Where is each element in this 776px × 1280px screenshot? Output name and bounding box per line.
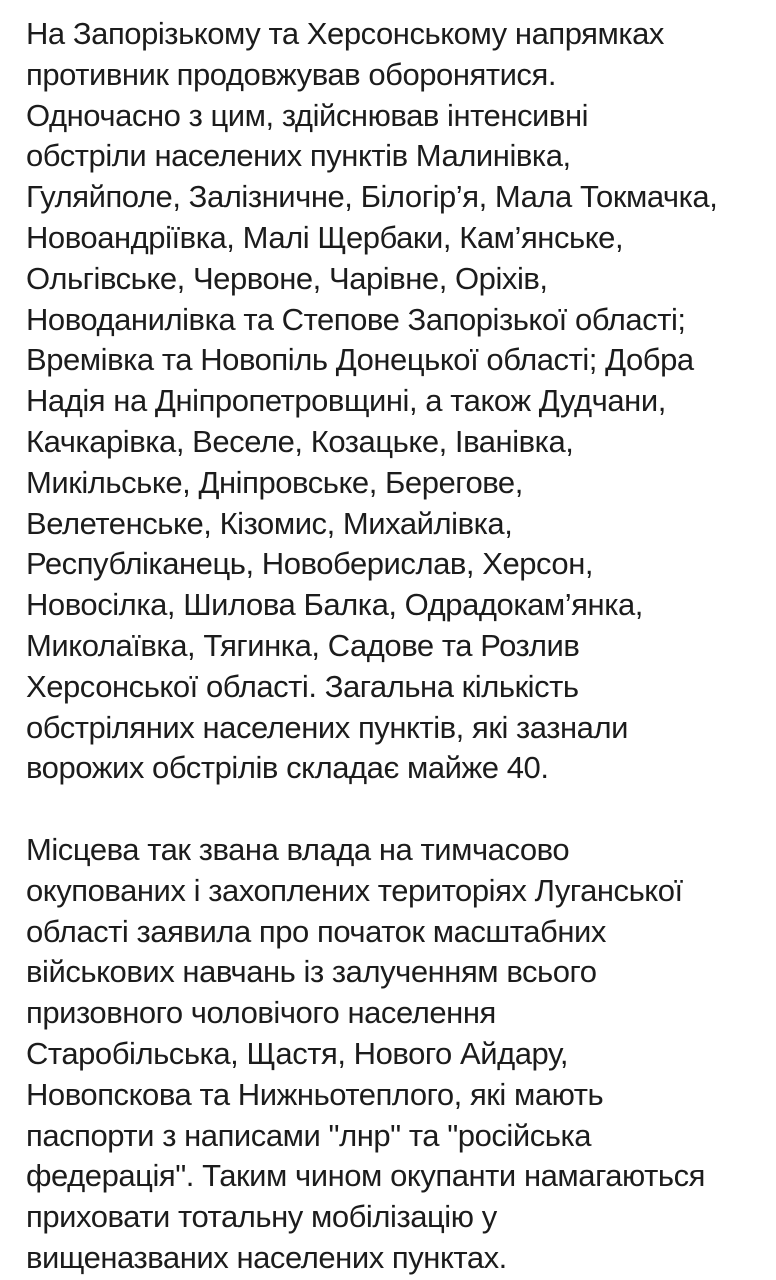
- text-line: ворожих обстрілів складає майже 40.: [26, 750, 549, 786]
- text-line: приховати тотальну мобілізацію у: [26, 1199, 497, 1235]
- text-line: Ольгівське, Червоне, Чарівне, Оріхів,: [26, 260, 548, 296]
- text-line: федерація". Таким чином окупанти намагаються: [26, 1158, 705, 1194]
- text-line: Республіканець, Новоберислав, Херсон,: [26, 546, 594, 582]
- paragraph-spacer: [26, 789, 766, 830]
- text-line: Новопскова та Нижньотеплого, які мають: [26, 1076, 604, 1112]
- text-line: Новосілка, Шилова Балка, Одрадокам’янка,: [26, 587, 643, 623]
- text-line: Новоандріївка, Малі Щербаки, Кам’янське,: [26, 219, 624, 255]
- paragraph-luhansk-mobilization: [26, 830, 766, 1279]
- text-line: обстріли населених пунктів Малинівка,: [26, 138, 571, 174]
- text-line: На Запорізькому та Херсонському напрямках: [26, 16, 664, 51]
- text-line: Херсонської області. Загальна кількість: [26, 668, 579, 704]
- text-line: Гуляйполе, Залізничне, Білогір’я, Мала Токмачка,: [26, 179, 718, 215]
- text-line: обстріляних населених пунктів, які зазнали: [26, 709, 628, 745]
- text-line: Старобільська, Щастя, Нового Айдару,: [26, 1035, 569, 1071]
- text-line: Новоданилівка та Степове Запорізької області;: [26, 301, 686, 337]
- text-line: Микільське, Дніпровське, Берегове,: [26, 464, 523, 500]
- text-line: військових навчань із залученням всього: [26, 954, 597, 990]
- text-line: Миколаївка, Тягинка, Садове та Розлив: [26, 627, 580, 663]
- text-line: Времівка та Новопіль Донецької області; Добра: [26, 342, 694, 378]
- text-line: Качкарівка, Веселе, Козацьке, Іванівка,: [26, 423, 574, 459]
- text-line: Одночасно з цим, здійснював інтенсивні: [26, 97, 589, 133]
- text-line: Надія на Дніпропетровщині, а також Дудчани,: [26, 383, 666, 419]
- text-line: призовного чоловічого населення: [26, 995, 496, 1031]
- text-line: вищеназваних населених пунктах.: [26, 1239, 507, 1275]
- text-line: окупованих і захоплених територіях Луганської: [26, 872, 683, 908]
- article-text: [26, 14, 766, 1279]
- text-line: Велетенське, Кізомис, Михайлівка,: [26, 505, 513, 541]
- text-line: паспорти з написами "лнр" та "російська: [26, 1117, 592, 1153]
- paragraph-front-shelling: [26, 14, 766, 789]
- text-line: області заявила про початок масштабних: [26, 913, 606, 949]
- text-line: противник продовжував оборонятися.: [26, 56, 556, 92]
- text-line: Місцева так звана влада на тимчасово: [26, 831, 570, 867]
